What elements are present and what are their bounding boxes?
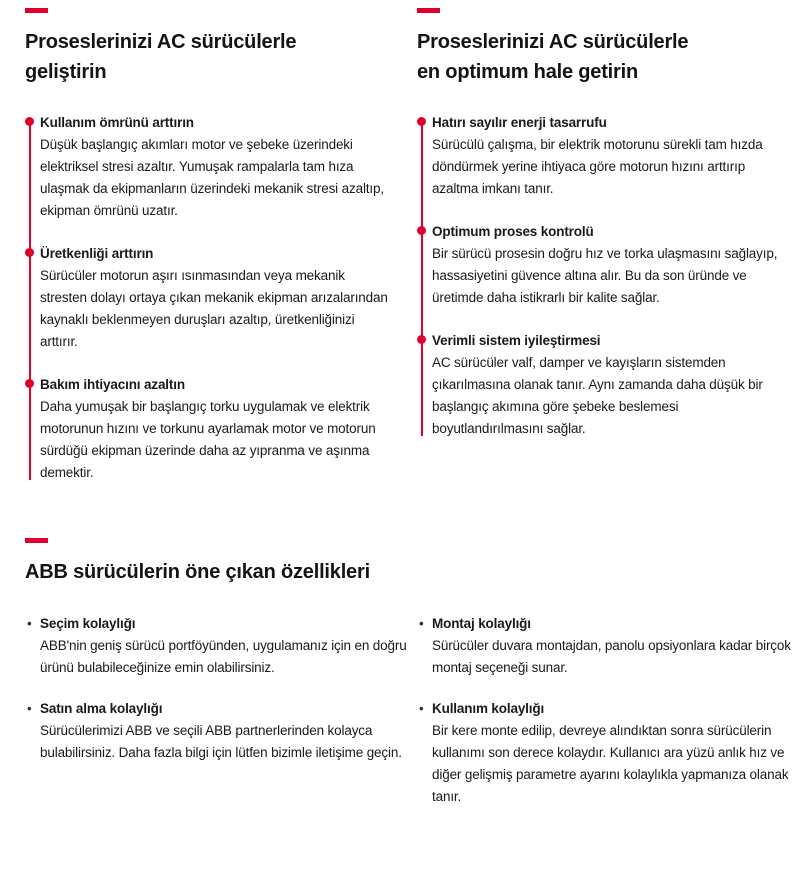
column-title-line: Proseslerinizi AC sürücülerle xyxy=(25,31,297,53)
feature-body: Bir kere monte edilip, devreye alındıktan sonra sürücülerin kullanımı son derece kolaydır. Kullanıcı ara yüzü anlık hız ve diğer gelişmiş parametre ayarını kolaylıkla yapmanıza olanak tanır. xyxy=(432,723,789,804)
item-body: Düşük başlangıç akımları motor ve şebeke üzerindeki elektriksel stresi azaltır. Yumuşak rampalarla tam hıza ulaşmak da ekipmanların üzerindeki mekanik stresi azaltıp, ekipman ömrünü uzatır. xyxy=(40,137,384,218)
feature-heading: Kullanım kolaylığı xyxy=(432,701,545,716)
feature-item xyxy=(417,613,791,679)
item-heading: Verimli sistem iyileştirmesi xyxy=(432,333,601,348)
optimize-processes-column xyxy=(417,8,791,484)
feature-heading: Satın alma kolaylığı xyxy=(40,701,163,716)
bullet-dot-icon xyxy=(25,248,34,257)
timeline-item xyxy=(40,112,390,222)
item-body: AC sürücüler valf, damper ve kayışların sistemden çıkarılmasına olanak tanır. Aynı zamanda daha düşük bir başlangıç akımına göre şebeke beslemesi boyutlandırılmasını sağlar. xyxy=(432,355,763,436)
feature-body: ABB'nin geniş sürücü portföyünden, uygulamanız için en doğru ürünü bulabileceğinize emin olabilirsiniz. xyxy=(40,638,407,675)
column-title-left xyxy=(25,27,390,87)
column-title-line: geliştirin xyxy=(25,61,107,83)
item-heading: Hatırı sayılır enerji tasarrufu xyxy=(432,115,607,130)
feature-body: Sürücüler duvara montajdan, panolu opsiyonlara kadar birçok montaj seçeneği sunar. xyxy=(432,638,791,675)
item-body: Daha yumuşak bir başlangıç torku uygulamak ve elektrik motorunun hızını ve torkunu ayarlamak motor ve motorun sürdüğü ekipman üzerinde daha az yıpranma ve aşınma demektir. xyxy=(40,399,376,480)
item-heading: Kullanım ömrünü arttırın xyxy=(40,115,194,130)
benefits-timeline-left xyxy=(25,112,390,484)
bullet-dot-icon xyxy=(417,117,426,126)
timeline-item xyxy=(432,330,791,440)
features-columns xyxy=(25,613,791,808)
timeline-line xyxy=(29,121,31,480)
process-benefits-columns xyxy=(25,8,791,484)
feature-heading: Montaj kolaylığı xyxy=(432,616,531,631)
item-heading: Üretkenliği arttırın xyxy=(40,246,154,261)
bullet-icon: • xyxy=(419,616,424,631)
bullet-dot-icon xyxy=(25,379,34,388)
feature-item xyxy=(25,613,407,679)
accent-dash-icon xyxy=(25,538,48,543)
feature-heading: Seçim kolaylığı xyxy=(40,616,136,631)
timeline-item xyxy=(40,243,390,353)
item-body: Sürücüler motorun aşırı ısınmasından veya mekanik stresten dolayı ortaya çıkan mekanik ekipman arızalarından kaynaklı beklenmeyen duruşları azaltıp, üretkenliğinizi arttırır. xyxy=(40,268,388,349)
benefits-timeline-right xyxy=(417,112,791,440)
column-title-right xyxy=(417,27,791,87)
features-section xyxy=(25,538,791,808)
bullet-icon: • xyxy=(419,701,424,716)
feature-body: Sürücülerimizi ABB ve seçili ABB partnerlerinden kolayca bulabilirsiniz. Daha fazla bilgi için lütfen bizimle iletişime geçin. xyxy=(40,723,402,760)
accent-dash-icon xyxy=(25,8,48,13)
feature-item xyxy=(25,698,407,764)
bullet-dot-icon xyxy=(25,117,34,126)
timeline-line xyxy=(421,121,423,436)
features-title: ABB sürücülerin öne çıkan özellikleri xyxy=(25,561,370,583)
bullet-icon: • xyxy=(27,616,32,631)
item-heading: Bakım ihtiyacını azaltın xyxy=(40,377,185,392)
column-title-line: Proseslerinizi AC sürücülerle xyxy=(417,31,689,53)
item-body: Bir sürücü prosesin doğru hız ve torka ulaşmasını sağlayıp, hassasiyetini güvence altına alır. Bu da son üründe ve üretimde daha istikrarlı bir kalite sağlar. xyxy=(432,246,778,305)
feature-item xyxy=(417,698,791,808)
features-column-left xyxy=(25,613,407,808)
item-heading: Optimum proses kontrolü xyxy=(432,224,594,239)
item-body: Sürücülü çalışma, bir elektrik motorunu sürekli tam hızda döndürmek yerine ihtiyaca göre motorun hızını arttırıp azaltma imkanı tanır. xyxy=(432,137,763,196)
timeline-item xyxy=(40,374,390,484)
timeline-item xyxy=(432,112,791,200)
accent-dash-icon xyxy=(417,8,440,13)
timeline-item xyxy=(432,221,791,309)
bullet-icon: • xyxy=(27,701,32,716)
column-title-line: en optimum hale getirin xyxy=(417,61,638,83)
features-column-right xyxy=(417,613,791,808)
bullet-dot-icon xyxy=(417,335,426,344)
bullet-dot-icon xyxy=(417,226,426,235)
improve-processes-column xyxy=(25,8,390,484)
